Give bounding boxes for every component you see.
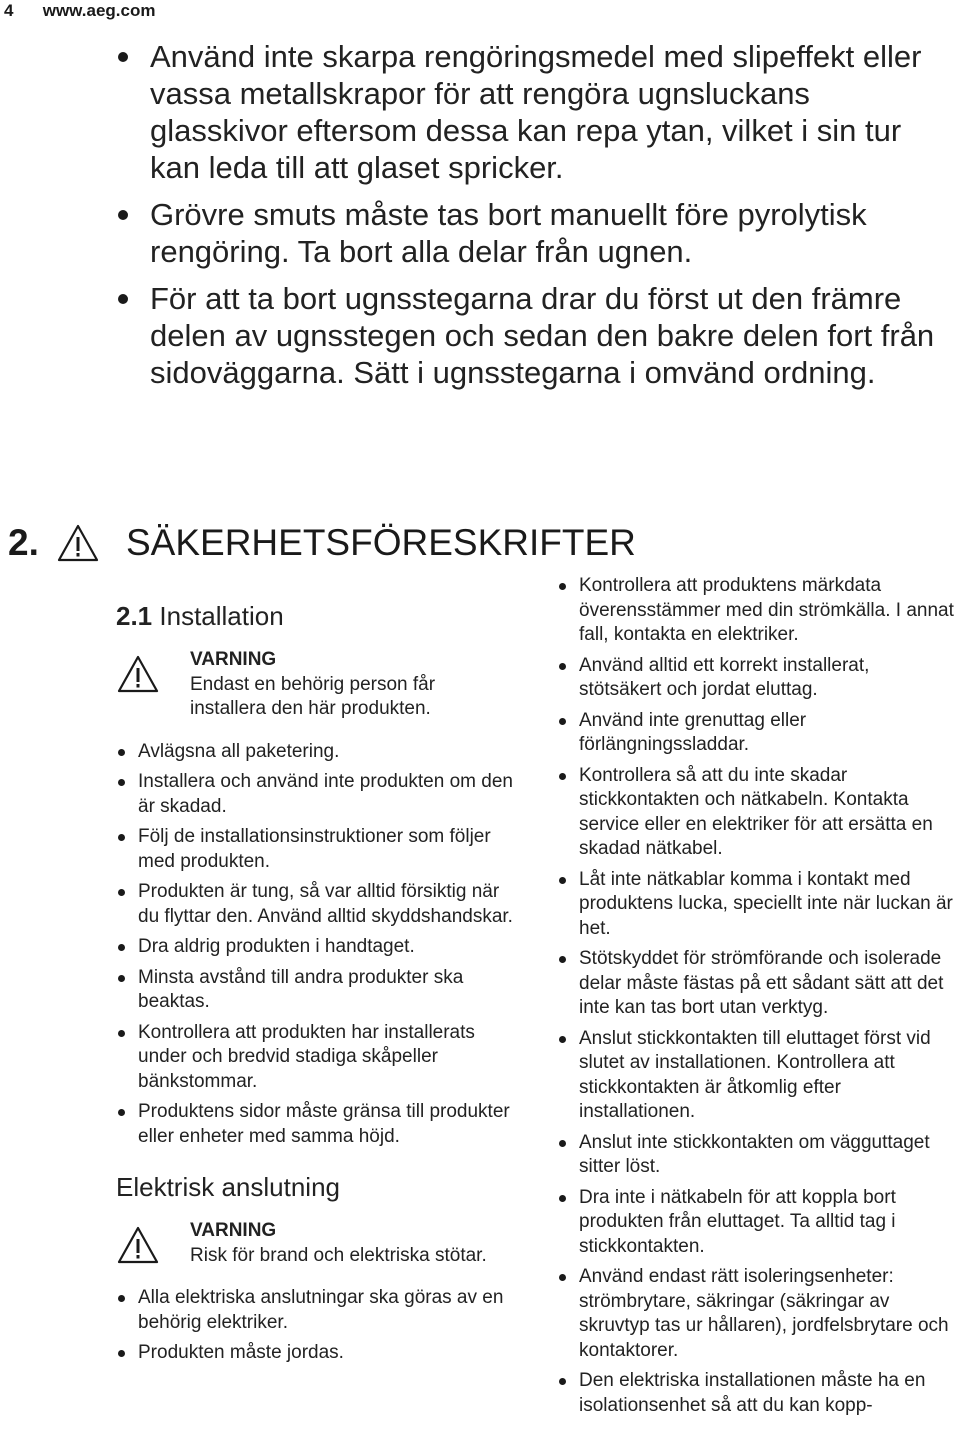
list-item: Följ de installationsinstruktioner som följer med produkten. [138, 825, 516, 874]
warning-label: VARNING [190, 649, 277, 670]
subsection-title: Installation [159, 601, 284, 631]
warning-text: Risk för brand och elektriska stötar. [190, 1244, 487, 1266]
warning-triangle-icon [116, 654, 160, 694]
list-item: Minsta avstånd till andra produkter ska beaktas. [138, 966, 516, 1015]
list-item: Kontrollera att produktens märkdata överensstämmer med din strömkälla. I annat fall, kontakta en elektriker. [579, 574, 957, 648]
list-item: Anslut stickkontakten till eluttaget först vid slutet av installationen. Kontrollera att stickkontakten är åtkomlig efter installationen. [579, 1027, 957, 1125]
electrical-warning [116, 1219, 516, 1268]
section-number: 2. [8, 521, 39, 563]
list-item: För att ta bort ugnsstegarna drar du först ut den främre delen av ugnsstegen och sedan den bakre delen fort från sidoväggarna. Sätt i ugnsstegarna i omvänd ordning. [150, 280, 950, 391]
section-heading [8, 521, 636, 565]
subsection-number: 2.1 [116, 601, 153, 631]
list-item: Installera och använd inte produkten om den är skadad. [138, 770, 516, 819]
list-item: Kontrollera att produkten har installerats under och bredvid stadiga skåpeller bänkstommar. [138, 1021, 516, 1095]
electrical-bullet-list [116, 1286, 516, 1366]
list-item: Stötskyddet för strömförande och isolerade delar måste fästas på ett sådant sätt att det inte kan tas bort utan verktyg. [579, 947, 957, 1021]
list-item: Låt inte nätkablar komma i kontakt med produktens lucka, speciellt inte när luckan är het. [579, 868, 957, 942]
list-item: Produkten är tung, så var alltid försiktig när du flyttar den. Använd alltid skyddshandskar. [138, 880, 516, 929]
warning-triangle-icon [56, 523, 100, 563]
warning-label: VARNING [190, 1220, 277, 1241]
warning-content [190, 648, 516, 722]
list-item: Avlägsna all paketering. [138, 740, 516, 765]
list-item: Använd inte grenuttag eller förlängningssladdar. [579, 709, 957, 758]
list-item: Kontrollera så att du inte skadar stickkontakten och nätkabeln. Kontakta service eller en elektriker för att ersätta en skadad nätkabel. [579, 764, 957, 862]
list-item: Dra aldrig produkten i handtaget. [138, 935, 516, 960]
installation-warning [116, 648, 516, 722]
warning-content [190, 1219, 487, 1268]
right-column [557, 574, 957, 1424]
list-item: Den elektriska installationen måste ha en isolationsenhet så att du kan kopp- [579, 1369, 957, 1418]
section-title: SÄKERHETSFÖRESKRIFTER [126, 521, 636, 563]
installation-heading [116, 600, 516, 632]
list-item: Produktens sidor måste gränsa till produkter eller enheter med samma höjd. [138, 1100, 516, 1149]
list-item: Dra inte i nätkabeln för att koppla bort produkten från eluttaget. Ta alltid tag i stickkontakten. [579, 1186, 957, 1260]
list-item: Grövre smuts måste tas bort manuellt före pyrolytisk rengöring. Ta bort alla delar från ugnen. [150, 196, 950, 270]
page-header [4, 0, 155, 22]
list-item: Produkten måste jordas. [138, 1341, 516, 1366]
page-number: 4 [4, 1, 14, 20]
site-url[interactable]: www.aeg.com [42, 1, 156, 20]
left-column [116, 600, 516, 1372]
electrical-heading: Elektrisk anslutning [116, 1172, 340, 1202]
right-bullet-list [557, 574, 957, 1418]
list-item: Använd endast rätt isoleringsenheter: strömbrytare, säkringar (säkringar av skruvtyp tas ur hållaren), jordfelsbrytare och kontaktorer. [579, 1265, 957, 1363]
list-item: Använd inte skarpa rengöringsmedel med slipeffekt eller vassa metallskrapor för att rengöra ugnsluckans glasskivor eftersom dessa kan repa ytan, vilket i sin tur kan leda till att glaset spricker. [150, 38, 950, 186]
list-item: Använd alltid ett korrekt installerat, stötsäkert och jordat eluttag. [579, 654, 957, 703]
warning-triangle-icon [116, 1225, 160, 1265]
installation-bullet-list [116, 740, 516, 1150]
list-item: Anslut inte stickkontakten om vägguttaget sitter löst. [579, 1131, 957, 1180]
intro-bullet-list [150, 38, 950, 401]
warning-text: Endast en behörig person får installera den här produkten. [190, 673, 436, 719]
list-item: Alla elektriska anslutningar ska göras av en behörig elektriker. [138, 1286, 516, 1335]
